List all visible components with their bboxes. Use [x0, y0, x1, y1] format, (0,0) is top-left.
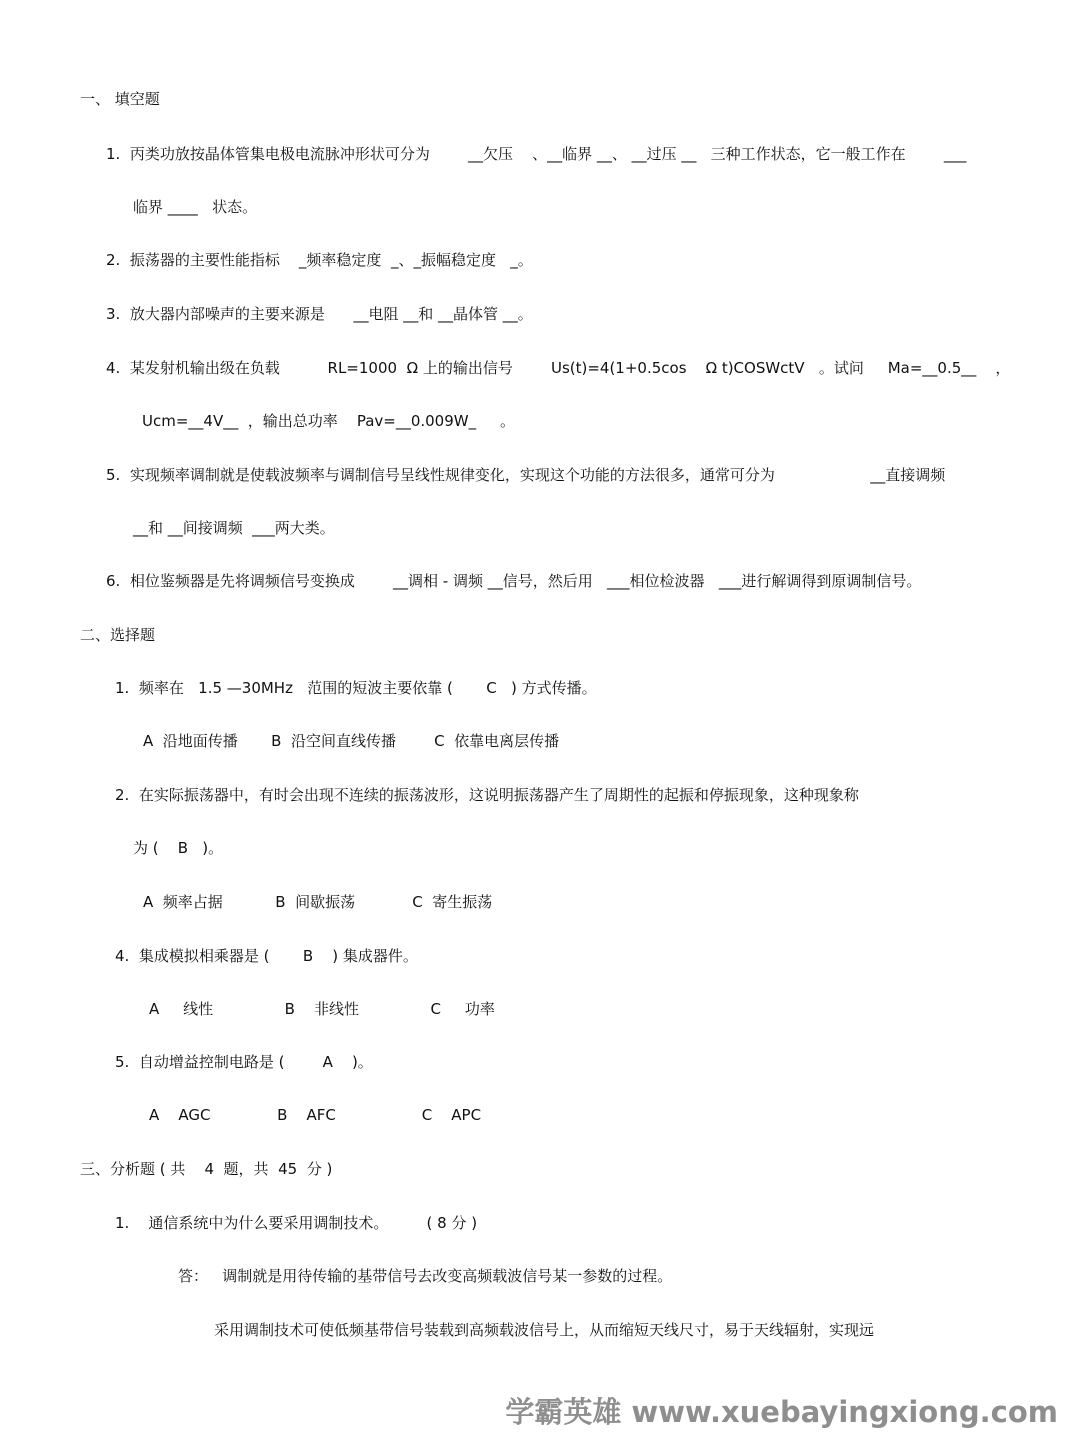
- analysis-answer-line-2: 采用调制技术可使低频基带信号装载到高频载波信号上，从而缩短天线尺寸，易于天线辐射，实现远: [214, 1321, 875, 1339]
- question-4-line-2: Ucm=__4V__ ，输出总功率 Pav=__0.009W_ 。: [142, 412, 515, 430]
- question-5-line-1: 5. 实现频率调制就是使载波频率与调制信号呈线性规律变化，实现这个功能的方法很多，通常可分为 __直接调频: [106, 466, 946, 484]
- choice-question-2-line-1: 2. 在实际振荡器中，有时会出现不连续的振荡波形，这说明振荡器产生了周期性的起振和停振现象，这种现象称: [115, 786, 859, 804]
- question-1-line-2: 临界 ____ 状态。: [133, 198, 258, 216]
- choice-question-1-options: A 沿地面传播 B 沿空间直线传播 C 依靠电离层传播: [143, 732, 560, 750]
- choice-question-4: 4. 集成模拟相乘器是 ( B ) 集成器件。: [115, 947, 418, 965]
- question-6: 6. 相位鉴频器是先将调频信号变换成 __调相 - 调频 __信号，然后用 ___相位检波器 ___进行解调得到原调制信号。: [106, 572, 922, 590]
- question-4-line-1: 4. 某发射机输出级在负载 RL=1000 Ω 上的输出信号 Us(t)=4(1+0.5cos Ω t)COSWctV 。试问 Ma=__0.5__ ，: [106, 359, 1011, 377]
- analysis-answer-line-1: 答： 调制就是用待传输的基带信号去改变高频载波信号某一参数的过程。: [178, 1267, 673, 1285]
- question-5-line-2: __和 __间接调频 ___两大类。: [133, 519, 335, 537]
- choice-question-2-options: A 频率占据 B 间歇振荡 C 寄生振荡: [143, 893, 493, 911]
- analysis-question-1: 1. 通信系统中为什么要采用调制技术。 ( 8 分 ): [115, 1214, 478, 1232]
- section-heading-fill-blank: 一、 填空题: [80, 90, 160, 108]
- section-heading-multiple-choice: 二、选择题: [80, 626, 156, 644]
- choice-question-4-options: A 线性 B 非线性 C 功率: [149, 1000, 495, 1018]
- question-2: 2. 振荡器的主要性能指标 _频率稳定度 _、_振幅稳定度 _。: [106, 251, 533, 269]
- question-1-line-1: 1. 丙类功放按晶体管集电极电流脉冲形状可分为 __欠压 、__临界 __、 __过压 __ 三种工作状态，它一般工作在 ___: [106, 145, 967, 163]
- question-3: 3. 放大器内部噪声的主要来源是 __电阻 __和 __晶体管 __。: [106, 305, 533, 323]
- choice-question-1: 1. 频率在 1.5 —30MHz 范围的短波主要依靠 ( C ) 方式传播。: [115, 679, 597, 697]
- section-heading-analysis: 三、分析题 ( 共 4 题，共 45 分 ): [80, 1160, 333, 1178]
- choice-question-5: 5. 自动增益控制电路是 ( A )。: [115, 1053, 373, 1071]
- choice-question-2-line-2: 为 ( B )。: [133, 839, 224, 857]
- site-watermark: 学霸英雄 www.xuebayingxiong.com: [505, 1395, 1058, 1429]
- choice-question-5-options: A AGC B AFC C APC: [149, 1106, 482, 1124]
